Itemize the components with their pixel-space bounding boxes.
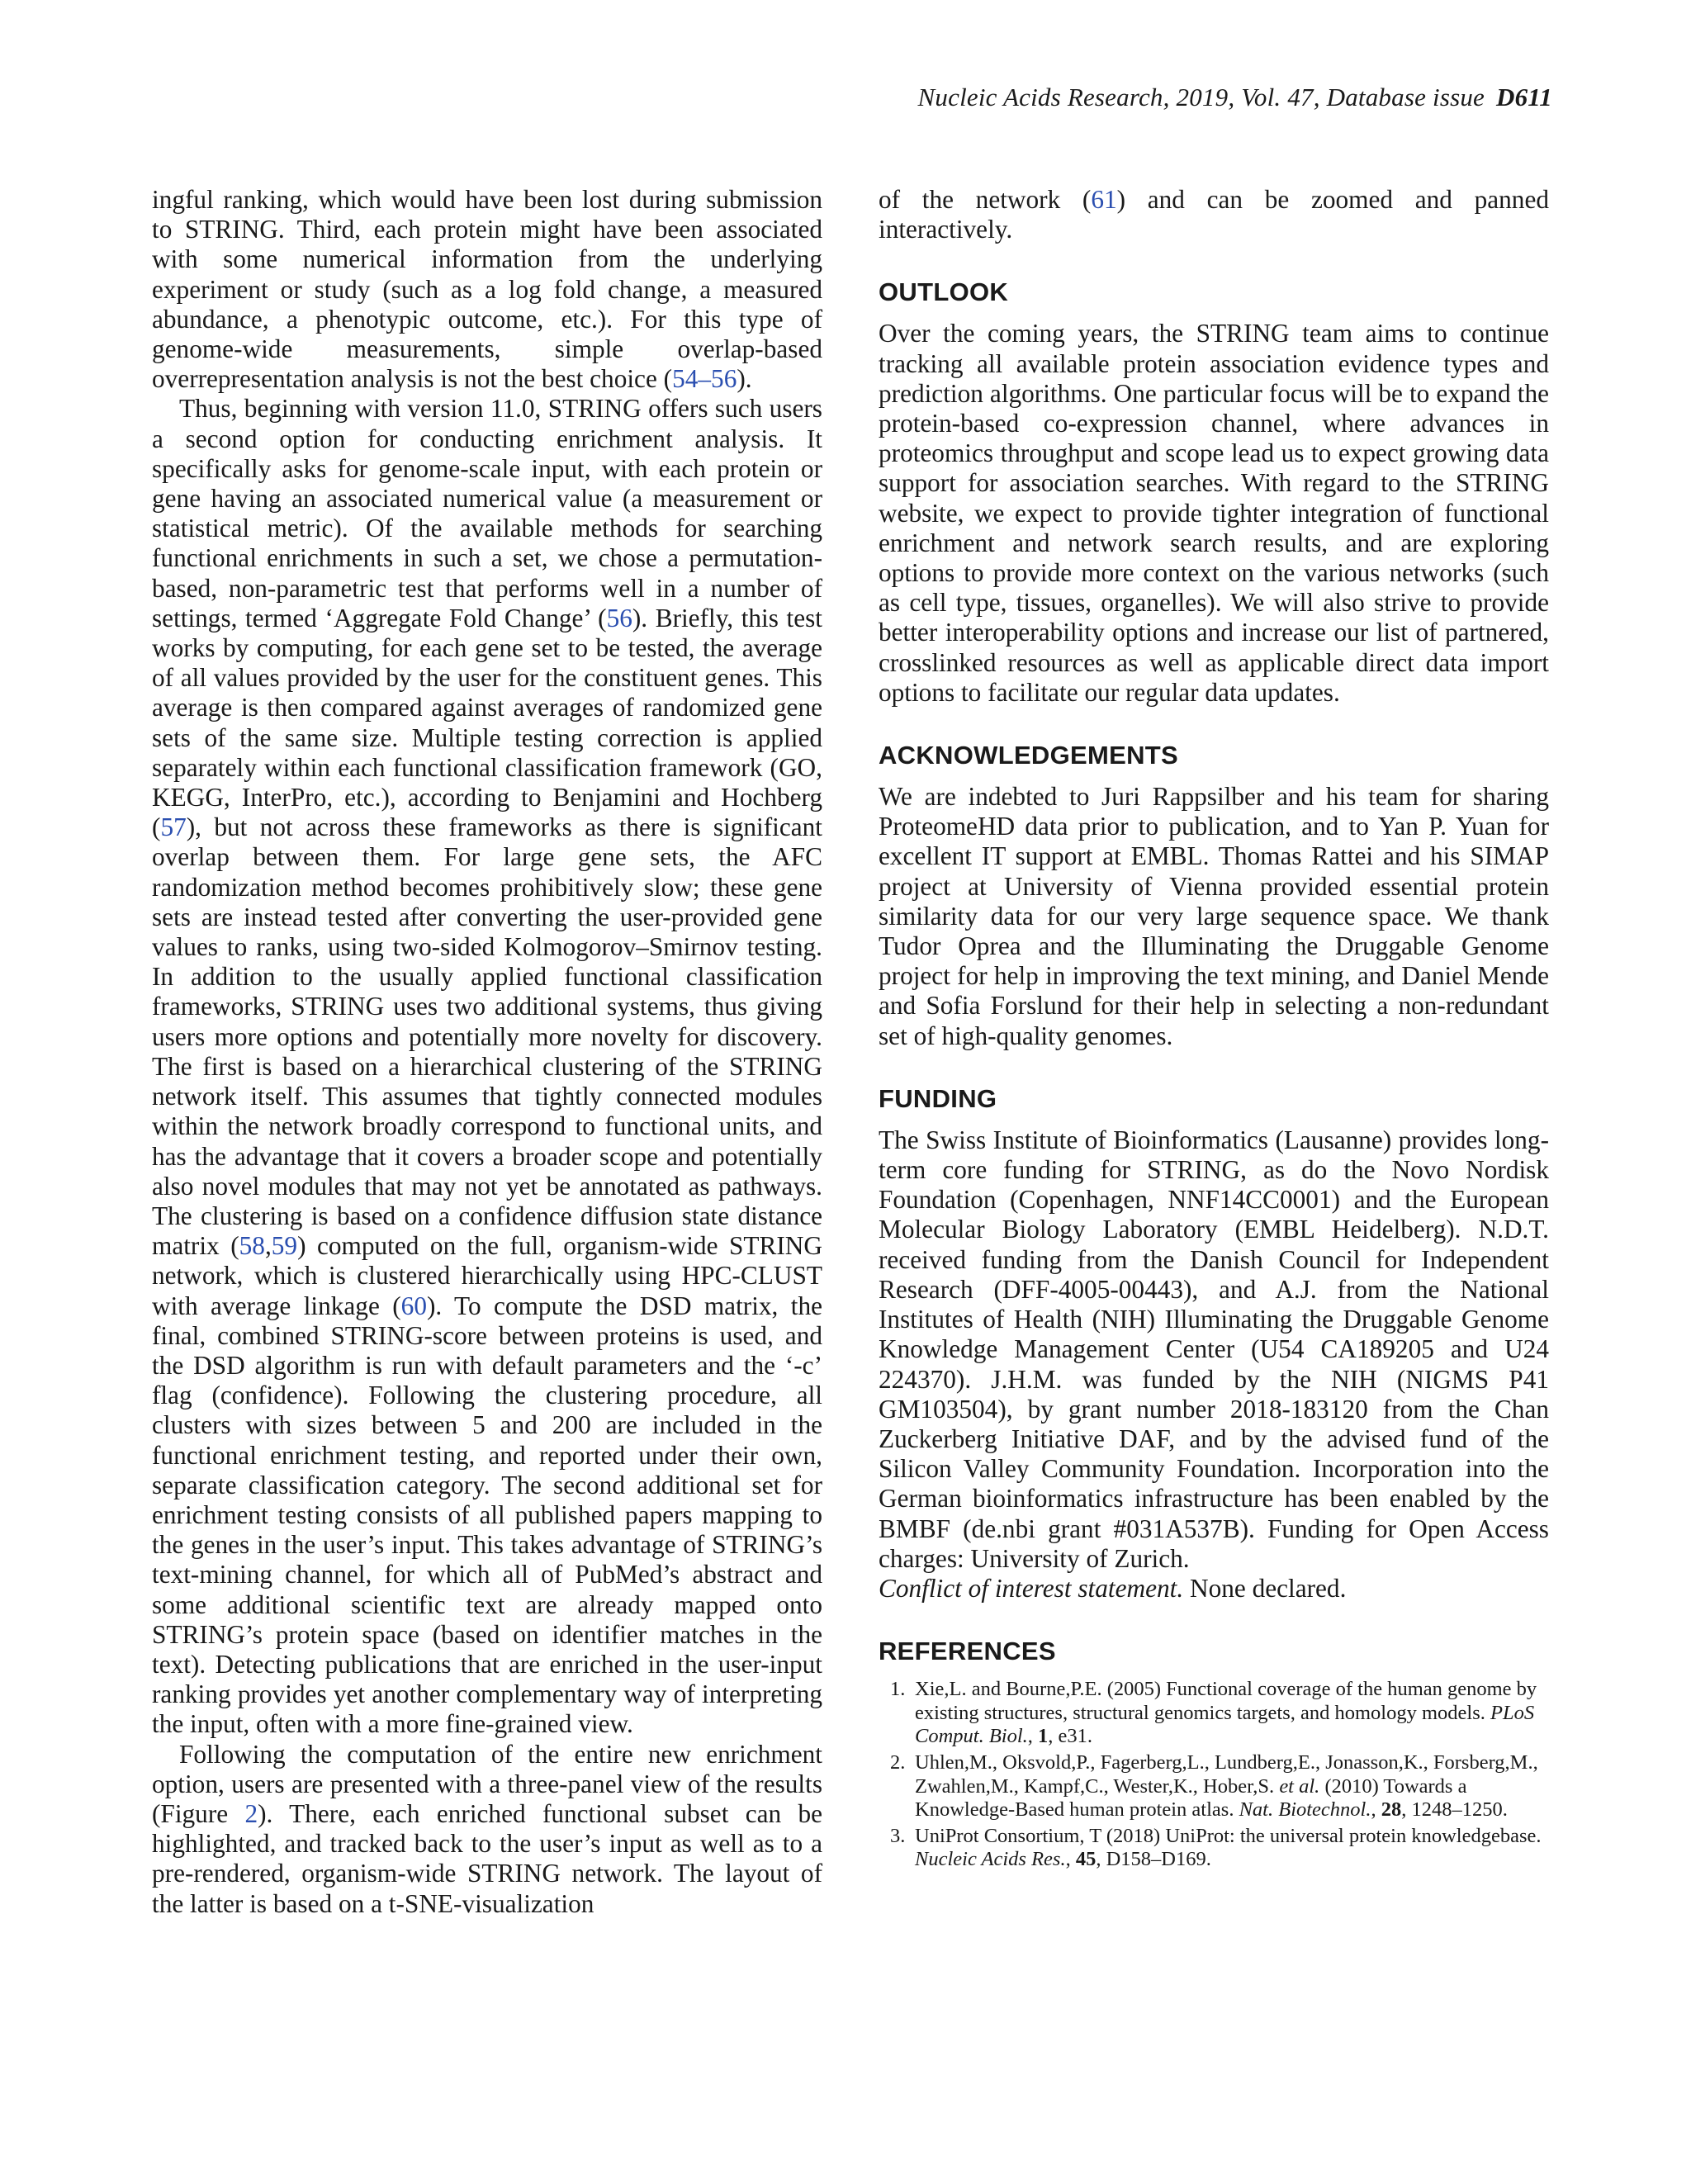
figure-link[interactable]: 2 <box>244 1798 258 1828</box>
text-run: ). <box>737 364 752 394</box>
coi-label: Conflict of interest statement. <box>879 1573 1184 1603</box>
paragraph-results-view <box>152 1740 822 1919</box>
citation-link[interactable]: 54–56 <box>672 364 737 394</box>
paragraph-continuation <box>152 185 822 394</box>
reference-volume: 28 <box>1381 1798 1402 1822</box>
reference-journal: Nat. Biotechnol. <box>1239 1798 1371 1822</box>
text-run: of the network ( <box>879 185 1092 214</box>
reference-text: Xie,L. and Bourne,P.E. (2005) Functional coverage of the human genome by existing structures, structural genomics targets, and homology models. <box>915 1678 1537 1724</box>
conflict-of-interest <box>879 1574 1549 1604</box>
reference-item <box>879 1678 1549 1749</box>
reference-number: 1. <box>890 1678 906 1701</box>
reference-volume: 45 <box>1075 1848 1097 1871</box>
paragraph-acknowledgements: We are indebted to Juri Rappsilber and his team for sharing ProteomeHD data prior to publication, and to Yan P. Yuan for excellent IT support at EMBL. Thomas Rattei and his SIMAP project at University of Vienna provided essential protein similarity data for our very large sequence space. We thank Tudor Oprea and the Illuminating the Druggable Genome project for help in improving the text mining, and Daniel Mende and Sofia Forslund for their help in selecting a non-redundant set of high-quality genomes. <box>879 782 1549 1050</box>
text-run: ). Briefly, this test works by computing, for each gene set to be tested, the average of all values provided by the user for the constituent genes. This average is then compared against averages of randomized gene sets of the same size. Multiple testing correction is applied separately within each functional classification framework (GO, KEGG, InterPro, etc.), according to Benjamini and Hochberg ( <box>152 603 822 842</box>
reference-list <box>879 1678 1549 1872</box>
section-heading-funding: FUNDING <box>879 1083 997 1113</box>
text-run: Thus, beginning with version 11.0, STRING offers such users a second option for conducting enrichment analysis. It specifically asks for genome-scale input, with each protein or gene having an associated numerical value (a measurement or statistical metric). Of the available methods for searching functional enrichments in such a set, we chose a permutation-based, non-parametric test that performs well in a number of settings, termed ‘Aggregate Fold Change’ ( <box>152 394 822 632</box>
reference-sep: , <box>1371 1798 1381 1822</box>
text-run: ), but not across these frameworks as there is significant overlap between them. For large gene sets, the AFC randomization method becomes prohibitively slow; these gene sets are instead tested after converting the user-provided gene values to ranks, using two-sided Kolmogorov–Smirnov testing. In addition to the usually applied functional classification frameworks, STRING uses two additional systems, thus giving users more options and potentially more novelty for discovery. The first is based on a hierarchical clustering of the STRING network itself. This assumes that tightly connected modules within the network broadly correspond to functional units, and has the advantage that it covers a broader scope and potentially also novel modules that may not yet be annotated as pathways. The clustering is based on a confidence diffusion state distance matrix ( <box>152 812 822 1261</box>
left-column <box>152 185 822 1919</box>
section-heading-outlook: OUTLOOK <box>879 277 1009 307</box>
coi-text: None declared. <box>1183 1573 1347 1603</box>
text-run: ingful ranking, which would have been lost during submission to STRING. Third, each protein might have been associated with some numerical information from the underlying experiment or study (such as a log fold change, a measured abundance, a phenotypic outcome, etc.). For this type of genome-wide measurements, simple overlap-based overrepresentation analysis is not the best choice ( <box>152 185 822 394</box>
citation-link[interactable]: 61 <box>1091 185 1117 214</box>
text-run: ). There, each enriched functional subset can be highlighted, and tracked back to the user’s input as well as to a pre-rendered, organism-wide STRING network. The layout of the latter is based on a t-SNE-visualization <box>152 1798 822 1918</box>
reference-number: 3. <box>890 1824 906 1847</box>
reference-text: UniProt Consortium, T (2018) UniProt: the universal protein knowledgebase. <box>915 1824 1542 1847</box>
citation-link[interactable]: 59 <box>271 1231 298 1261</box>
journal-citation: Nucleic Acids Research, 2019, Vol. 47, Database issue <box>917 83 1485 111</box>
reference-sep: , <box>1065 1848 1076 1871</box>
text-run: , <box>264 1231 272 1261</box>
section-heading-references: REFERENCES <box>879 1637 1056 1666</box>
text-run: ) computed on the full, organism-wide STRING network, which is clustered hierarchically using HPC-CLUST with average linkage ( <box>152 1231 822 1320</box>
running-header <box>918 83 1552 112</box>
paragraph-outlook: Over the coming years, the STRING team aims to continue tracking all available protein association evidence types and prediction algorithms. One particular focus will be to expand the protein-based co-expression channel, where advances in proteomics throughput and scope lead us to expect growing data support for association searches. With regard to the STRING website, we expect to provide tighter integration of functional enrichment and network search results, and are exploring options to provide more context on the various networks (such as cell type, tissues, organelles). We will also strive to provide better interoperability options and increase our list of partnered, crosslinked resources as well as applicable direct data import options to facilitate our regular data updates. <box>879 319 1549 707</box>
reference-text: Uhlen,M., Oksvold,P., Fagerberg,L., Lundberg,E., Jonasson,K., Forsberg,M., Zwahlen,M., Kampf,C., Wester,K., Hober,S. <box>915 1751 1538 1798</box>
section-heading-acknowledgements: ACKNOWLEDGEMENTS <box>879 741 1179 770</box>
paragraph-continuation <box>879 185 1549 244</box>
citation-link[interactable]: 60 <box>400 1291 427 1320</box>
reference-pages: , e31. <box>1048 1725 1093 1748</box>
reference-journal: Nucleic Acids Res. <box>915 1848 1066 1871</box>
reference-item <box>879 1751 1549 1822</box>
reference-item <box>879 1825 1549 1872</box>
citation-link[interactable]: 57 <box>160 812 187 842</box>
reference-pages: , D158–D169. <box>1096 1848 1211 1871</box>
text-run: Following the computation of the entire new enrichment option, users are presented with a three-panel view of the results (Figure <box>152 1739 822 1828</box>
page-number: D611 <box>1496 83 1552 111</box>
paragraph-funding: The Swiss Institute of Bioinformatics (Lausanne) provides long-term core funding for STRING, as do the Novo Nordisk Foundation (Copenhagen, NNF14CC0001) and the European Molecular Biology Laboratory (EMBL Heidelberg). N.D.T. received funding from the Danish Council for Independent Research (DFF-4005-00443), and A.J. from the National Institutes of Health (NIH) Illuminating the Druggable Genome Knowledge Management Center (U54 CA189205 and U24 224370). J.H.M. was funded by the NIH (NIGMS P41 GM103504), by grant number 2018-183120 from the Chan Zuckerberg Initiative DAF, and by the advised fund of the Silicon Valley Community Foundation. Incorporation into the German bioinformatics infrastructure has been enabled by the BMBF (de.nbi grant #031A537B). Funding for Open Access charges: University of Zurich. <box>879 1125 1549 1573</box>
citation-link[interactable]: 56 <box>606 603 632 632</box>
reference-etal: et al. <box>1279 1774 1320 1798</box>
citation-link[interactable]: 58 <box>239 1231 265 1261</box>
reference-number: 2. <box>890 1751 906 1774</box>
right-column <box>879 185 1549 1874</box>
text-run: ). To compute the DSD matrix, the final, combined STRING-score between proteins is used, and the DSD algorithm is run with default parameters and the ‘-c’ flag (confidence). Following the clustering procedure, all clusters with sizes between 5 and 200 are included in the functional enrichment testing, and reported under their own, separate classification category. The second additional set for enrichment testing consists of all published papers mapping to the genes in the user’s input. This takes advantage of STRING’s text-mining channel, for which all of PubMed’s abstract and some additional scientific text are already mapped onto STRING’s protein space (based on identifier matches in the text). Detecting publications that are enriched in the user-input ranking provides yet another complementary way of interpreting the input, often with a more fine-grained view. <box>152 1291 822 1739</box>
reference-volume: 1 <box>1038 1725 1049 1748</box>
reference-sep: , <box>1027 1725 1039 1748</box>
reference-text: (2010) Towards a Knowledge-Based human protein atlas. <box>915 1774 1467 1822</box>
text-run: ) and can be zoomed and panned interactively. <box>879 185 1549 244</box>
paragraph-afc-method <box>152 394 822 1739</box>
reference-pages: , 1248–1250. <box>1401 1798 1508 1822</box>
reference-journal: PLoS Comput. Biol. <box>915 1701 1535 1748</box>
